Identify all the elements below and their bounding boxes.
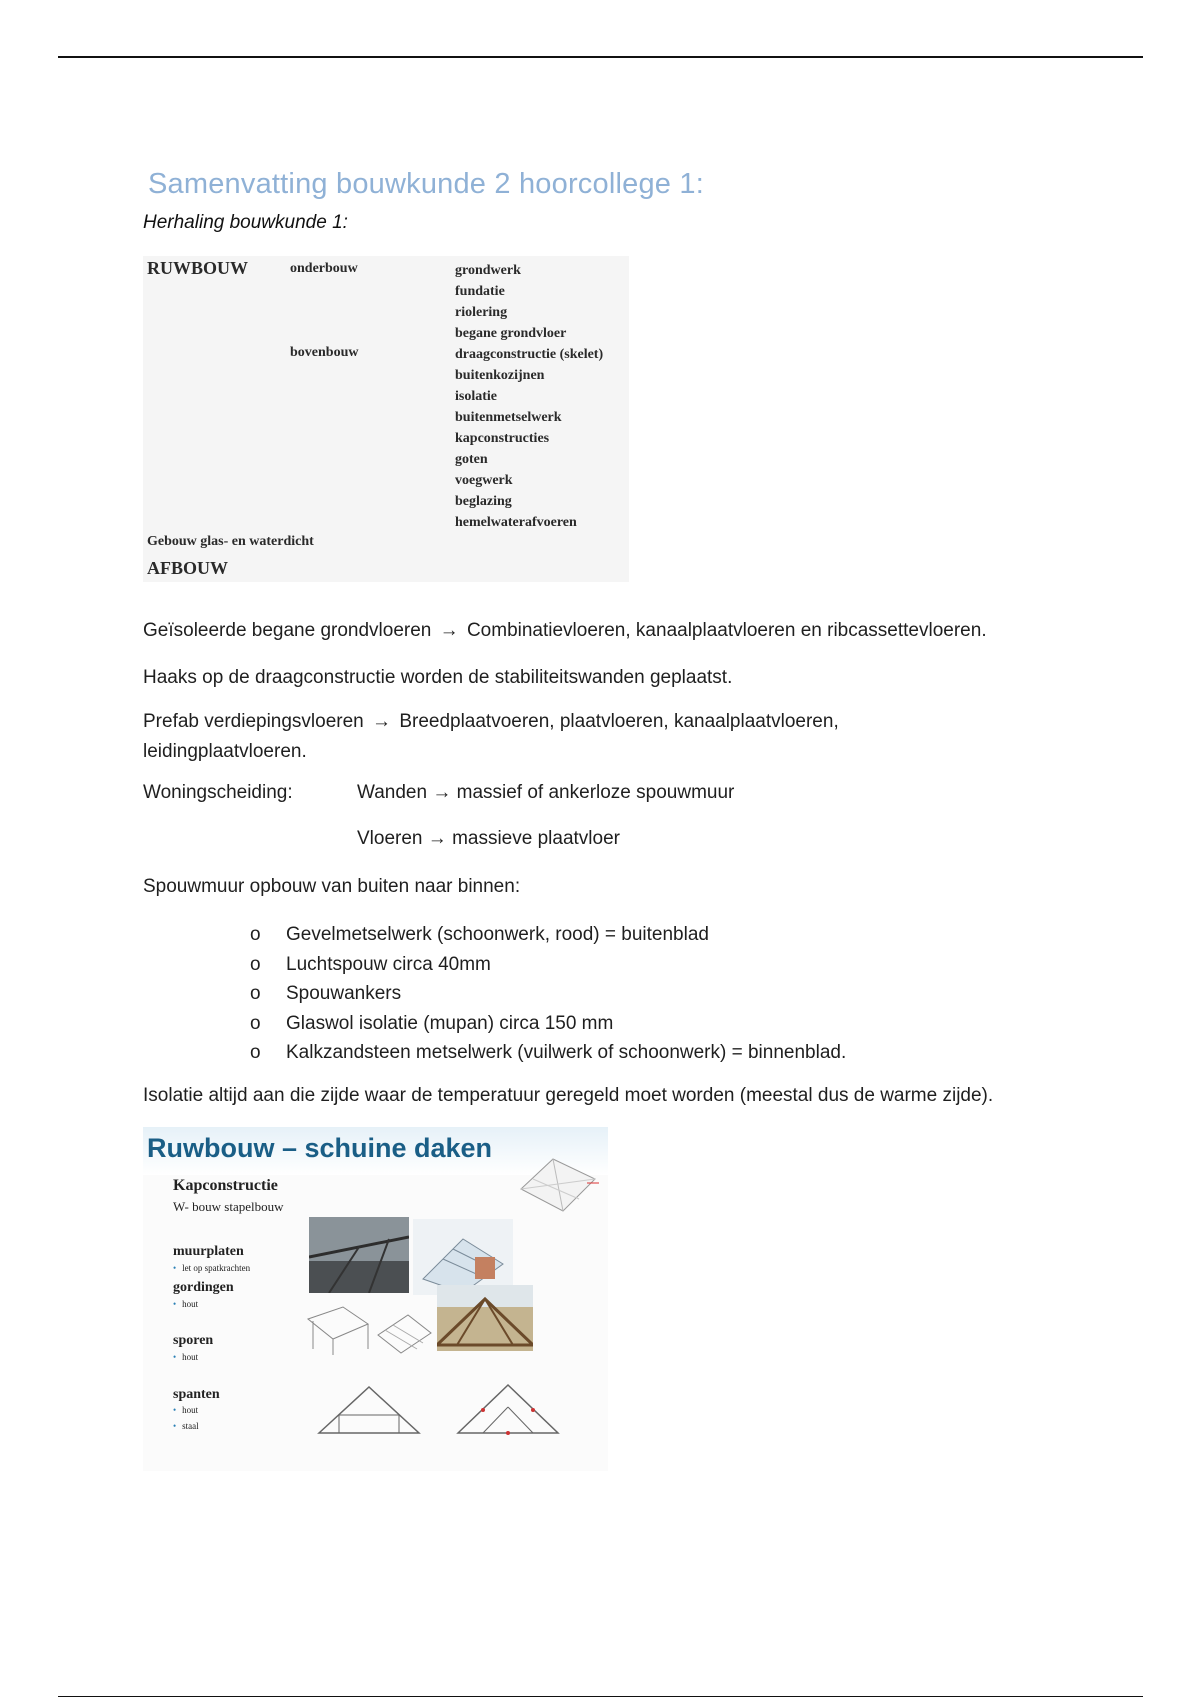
- footer-rule: [58, 1696, 1143, 1697]
- spant-diagram-2: [448, 1377, 568, 1457]
- paragraph-prefab: [143, 707, 839, 737]
- text-span: Combinatievloeren, kanaalplaatvloeren en ribcassettevloeren.: [466, 620, 987, 641]
- text-span: Breedplaatvoeren, plaatvloeren, kanaalplaatvloeren,: [399, 711, 839, 732]
- paragraph-isolatie: Isolatie altijd aan die zijde waar de temperatuur geregeld moet worden (meestal dus de warme zijde).: [143, 1085, 994, 1106]
- list-item-text: Spouwankers: [286, 983, 402, 1004]
- arrow-icon: →: [427, 828, 447, 849]
- list-item: [250, 979, 846, 1009]
- slide-sporen-item: [173, 1352, 198, 1362]
- arrow-icon: →: [439, 620, 459, 641]
- slide-muurplaten: muurplaten: [173, 1244, 244, 1259]
- paragraph-stabiliteit: Haaks op de draagconstructie worden de stabiliteitswanden geplaatst.: [143, 667, 733, 688]
- list-item: [250, 950, 846, 980]
- list-item: hemelwaterafvoeren: [455, 515, 577, 530]
- slide-sporen: sporen: [173, 1333, 214, 1348]
- sporen-sketch-1: [303, 1299, 373, 1359]
- list-item: goten: [455, 452, 488, 467]
- list-item-text: Luchtspouw circa 40mm: [286, 953, 491, 975]
- page-subtitle: Herhaling bouwkunde 1:: [143, 212, 348, 233]
- bullet-icon: •: [173, 1405, 177, 1415]
- list-item: begane grondvloer: [455, 326, 567, 341]
- text-span: massieve plaatvloer: [452, 828, 620, 849]
- afbouw-heading: AFBOUW: [147, 558, 228, 578]
- text-span: Geïsoleerde begane grondvloeren: [143, 620, 432, 641]
- bovenbouw-label: bovenbouw: [290, 345, 359, 360]
- list-item: [250, 1038, 846, 1068]
- slide-gordingen-item: [173, 1299, 198, 1309]
- bullet-icon: o: [250, 953, 261, 975]
- list-item: buitenkozijnen: [455, 368, 545, 383]
- paragraph-prefab-cont: leidingplaatvloeren.: [143, 741, 307, 762]
- slide-spanten-item1: [173, 1405, 198, 1415]
- list-item: voegwerk: [455, 473, 513, 488]
- list-item: isolatie: [455, 389, 497, 404]
- wanden-line: [357, 782, 734, 804]
- ruwbouw-table-image: [143, 256, 629, 582]
- bullet-icon: o: [250, 1042, 261, 1063]
- waterdicht-note: Gebouw glas- en waterdicht: [147, 534, 314, 549]
- text-span: Prefab verdiepingsvloeren: [143, 711, 364, 732]
- list-item-text: Kalkzandsteen metselwerk (vuilwerk of schoonwerk) = binnenblad.: [286, 1042, 847, 1063]
- sporen-sketch-2: [373, 1305, 433, 1361]
- bullet-icon: •: [173, 1421, 177, 1431]
- list-item: riolering: [455, 305, 508, 320]
- slide-kapconstructie: Kapconstructie: [173, 1177, 278, 1194]
- page-title: Samenvatting bouwkunde 2 hoorcollege 1:: [148, 168, 704, 200]
- gording-illustration: [413, 1219, 513, 1295]
- bullet-icon: o: [250, 924, 261, 945]
- slide-spanten-item2: [173, 1421, 199, 1431]
- slide-title: Ruwbouw – schuine daken: [147, 1133, 493, 1163]
- list-item: [250, 1009, 846, 1039]
- slide-wbouw: W- bouw stapelbouw: [173, 1199, 284, 1214]
- roof-diagram-icon: [513, 1149, 603, 1225]
- roof-construction-photo: [309, 1217, 409, 1293]
- arrow-icon: →: [432, 782, 452, 803]
- slide-item-text: let op spatkrachten: [182, 1263, 251, 1273]
- slide-spanten: spanten: [173, 1387, 220, 1402]
- list-item: [250, 920, 846, 950]
- list-item-text: Gevelmetselwerk (schoonwerk, rood) = buitenblad: [286, 924, 709, 945]
- list-item: kapconstructies: [455, 431, 550, 446]
- slide-item-text: hout: [182, 1352, 199, 1362]
- header-rule: [58, 56, 1143, 58]
- vloeren-line: [357, 828, 620, 850]
- spant-diagram-1: [309, 1377, 429, 1457]
- text-span: Vloeren: [357, 828, 423, 849]
- slide-item-text: hout: [182, 1405, 199, 1415]
- ruwbouw-heading: RUWBOUW: [147, 258, 249, 278]
- text-span: massief of ankerloze spouwmuur: [456, 782, 735, 803]
- paragraph-spouwmuur-intro: Spouwmuur opbouw van buiten naar binnen:: [143, 876, 521, 897]
- slide-muurplaten-item: [173, 1263, 250, 1273]
- ruwbouw-items-list: [455, 260, 603, 533]
- list-item: buitenmetselwerk: [455, 410, 562, 425]
- arrow-icon: →: [372, 711, 392, 732]
- slide-item-text: hout: [182, 1299, 199, 1309]
- onderbouw-label: onderbouw: [290, 261, 358, 276]
- bullet-icon: o: [250, 983, 261, 1004]
- bullet-icon: •: [173, 1263, 177, 1273]
- slide-gordingen: gordingen: [173, 1280, 234, 1295]
- list-item-text: Glaswol isolatie (mupan) circa 150 mm: [286, 1012, 614, 1034]
- spouwmuur-layers-list: [250, 920, 846, 1068]
- list-item: grondwerk: [455, 263, 521, 278]
- list-item: fundatie: [455, 284, 505, 299]
- text-span: Wanden: [357, 782, 428, 803]
- list-item: beglazing: [455, 494, 512, 509]
- list-item: draagconstructie (skelet): [455, 347, 604, 362]
- slide-item-text: staal: [182, 1421, 199, 1431]
- bullet-icon: •: [173, 1299, 177, 1309]
- bullet-icon: •: [173, 1352, 177, 1362]
- timber-truss-photo: [437, 1285, 533, 1351]
- woningscheiding-label: Woningscheiding:: [143, 782, 293, 803]
- slide-image-schuine-daken: [143, 1127, 608, 1471]
- bullet-icon: o: [250, 1012, 261, 1034]
- paragraph-grondvloeren: [143, 616, 987, 646]
